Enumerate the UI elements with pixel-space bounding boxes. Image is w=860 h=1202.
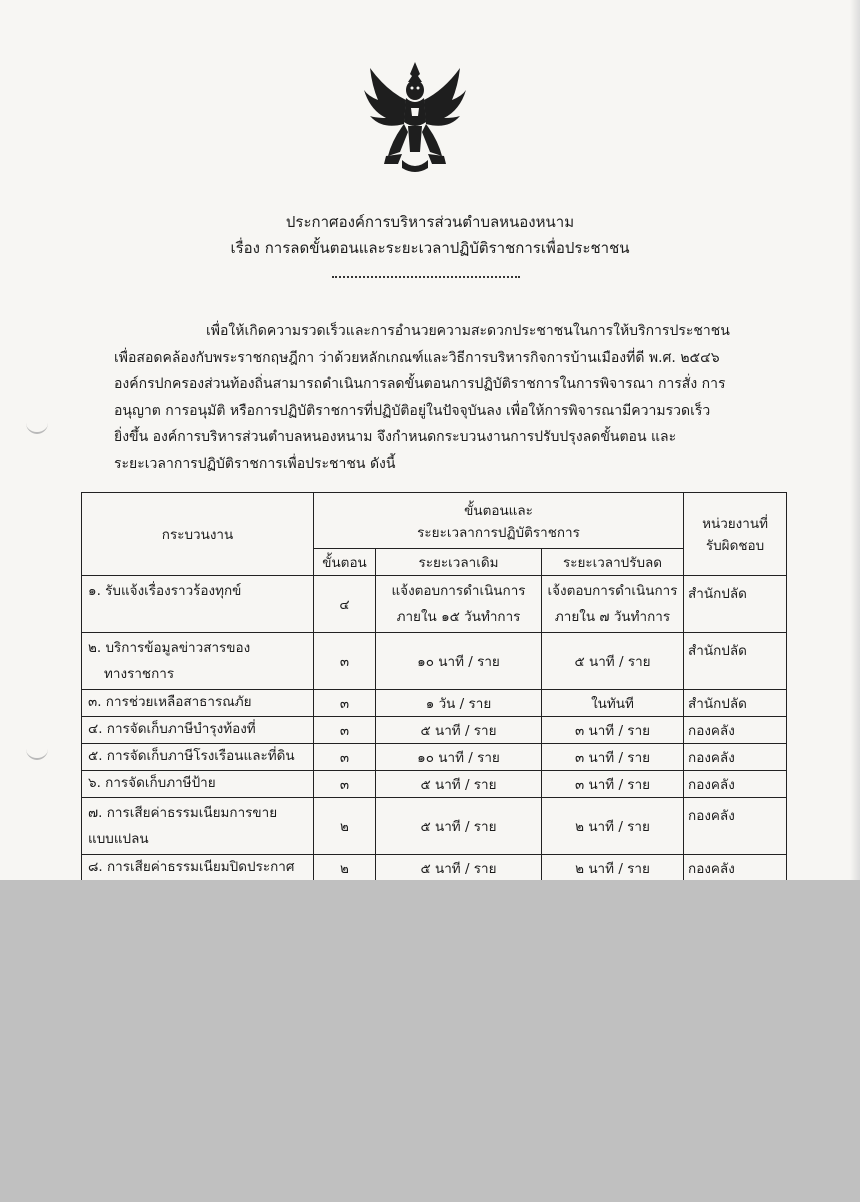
page-edge-shadow: [850, 0, 860, 880]
intro-line: เพื่อให้เกิดความรวดเร็วและการอำนวยความสะดวกประชาชนในการให้บริการประชาชน: [206, 323, 730, 339]
table-row: ๕. การจัดเก็บภาษีโรงเรือนและที่ดิน ๓ ๑๐ นาที / ราย ๓ นาที / ราย กองคลัง: [82, 744, 787, 771]
intro-line: เพื่อสอดคล้องกับพระราชกฤษฎีกา ว่าด้วยหลักเกณฑ์และวิธีการบริหารกิจการบ้านเมืองที่ดี พ.ศ. ๒๕๔๖: [114, 349, 720, 366]
announcement-subject: เรื่อง การลดขั้นตอนและระยะเวลาปฏิบัติราชการเพื่อประชาชน: [230, 239, 630, 257]
table-row: ๒. บริการข้อมูลข่าวสารของ ทางราชการ ๓ ๑๐ นาที / ราย ๕ นาที / ราย สำนักปลัด: [82, 633, 787, 690]
intro-line: ยิ่งขึ้น องค์การบริหารส่วนตำบลหนองหนาม จึงกำหนดกระบวนงานการปรับปรุงลดขั้นตอน และ: [114, 429, 677, 445]
intro-line: อนุญาต การอนุมัติ หรือการปฏิบัติราชการที่ปฏิบัติอยู่ในปัจจุบันลง เพื่อให้การพิจารณามีความรวดเร็ว: [114, 402, 711, 419]
punch-hole-mark: [26, 746, 48, 760]
header-old-time: ระยะเวลาเดิม: [376, 549, 542, 576]
announcement-title: ประกาศองค์การบริหารส่วนตำบลหนองหนาม: [285, 213, 575, 231]
table-row: ๑. รับแจ้งเรื่องราวร้องทุกข์ ๔ แจ้งตอบการดำเนินการ ภายใน ๑๕ วันทำการ เจ้งตอบการดำเนินการ ภายใน ๗ วันทำการ สำนักปลัด: [82, 576, 787, 633]
intro-paragraph: [114, 318, 746, 477]
header-group: ขั้นตอนและ ระยะเวลาการปฏิบัติราชการ: [314, 493, 684, 549]
header-process: กระบวนงาน: [82, 493, 314, 576]
intro-line: ระยะเวลาการปฏิบัติราชการเพื่อประชาชน ดังนี้: [114, 455, 396, 472]
unloaded-image-area: [0, 880, 860, 1202]
header-unit: หน่วยงานที่ รับผิดชอบ: [684, 493, 787, 576]
table-row: ๖. การจัดเก็บภาษีป้าย ๓ ๕ นาที / ราย ๓ นาที / ราย กองคลัง: [82, 771, 787, 798]
table-row: ๗. การเสียค่าธรรมเนียมการขาย แบบแปลน ๒ ๕ นาที / ราย ๒ นาที / ราย กองคลัง: [82, 798, 787, 855]
punch-hole-mark: [26, 420, 48, 434]
dotted-divider: [332, 276, 520, 278]
header-new-time: ระยะเวลาปรับลด: [542, 549, 684, 576]
header-steps: ขั้นตอน: [314, 549, 376, 576]
table-row: ๘. การเสียค่าธรรมเนียมปิดประกาศ ๒ ๕ นาที / ราย ๒ นาที / ราย กองคลัง: [82, 855, 787, 882]
table-row: ๓. การช่วยเหลือสาธารณภัย ๓ ๑ วัน / ราย ในทันที สำนักปลัด: [82, 690, 787, 717]
table-row: ๔. การจัดเก็บภาษีบำรุงท้องที่ ๓ ๕ นาที / ราย ๓ นาที / ราย กองคลัง: [82, 717, 787, 744]
garuda-emblem: [362, 60, 468, 176]
procedure-table: [81, 492, 787, 882]
intro-line: องค์กรปกครองส่วนท้องถิ่นสามารถดำเนินการลดขั้นตอนการปฏิบัติราชการในการพิจารณา การสั่ง การ: [114, 376, 726, 392]
